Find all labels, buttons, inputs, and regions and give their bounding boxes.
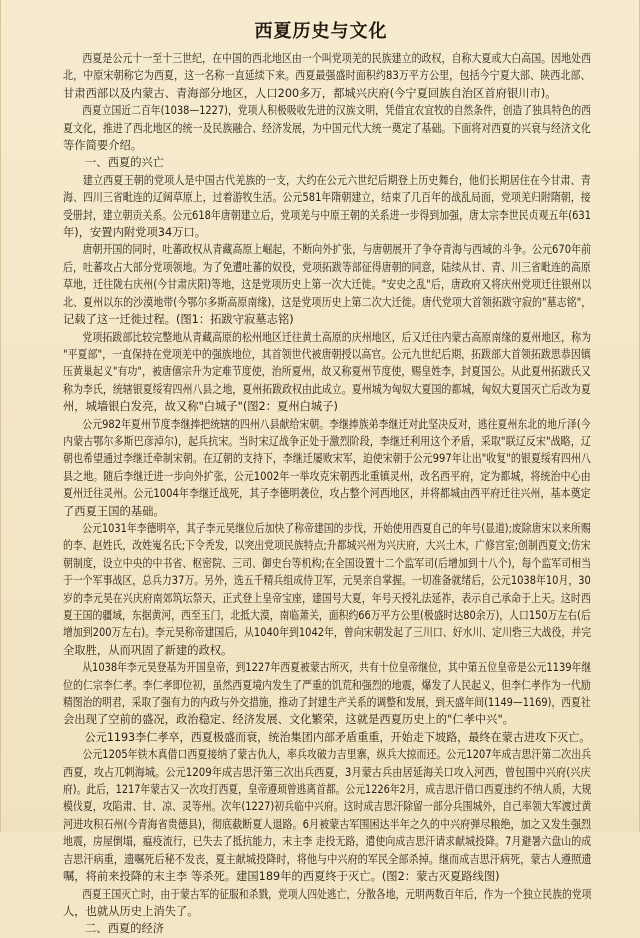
paragraph [63,886,591,921]
paragraph-line: 夏文化，推进了西北地区的统一及民族融合、经济发展，为中国元代大统一奠定了基础。下面将对西夏的兴衰与经济文化 [63,121,591,135]
paragraph-line: 位的仁宗李仁孝。李仁孝即位初，虽然西夏境内发生了严重的饥荒和强烈的地震，爆发了人民起义，但李仁孝作为一代励 [63,678,591,692]
paragraph-line: 海、四川三省毗连的辽阔草原上，过着游牧生活。公元581年隋朝建立，结束了几百年的战乱局面，党项羌归附隋朝，接 [63,191,591,205]
paragraph-line: 后，吐蕃攻占大部分党项领地。为了免遭吐蕃的奴役，党项拓跋等部征得唐朝的同意，陆续从甘、青、川三省毗连的高原 [63,260,591,274]
section-heading: 二、西夏的经济 [85,922,165,936]
paragraph-line: 增加到200万左右)。李元昊称帝建国后，从1040年到1042年，曾向宋朝发起了三川口、好水川、定川砦三大战役，并完 [63,626,591,640]
paragraph-line: 记载了这一迁徙过程。(图1：拓跋守寂墓志铭) [63,313,294,327]
paragraph [63,746,591,885]
paragraph [63,102,591,154]
paragraph-line: 人，也就从历史上消失了。 [63,904,199,918]
section-heading: 一、西夏的兴亡 [85,156,165,170]
paragraph-line: 北，中原宋朝称它为西夏，这一名称一直延续下来。西夏最强盛时面积约83万平方公里，包括今宁夏大部、陕西北部、 [63,69,591,83]
paragraph-line: 吉思汗病重，遗嘱死后秘不发丧，夏主献城投降时，将他与中兴府的军民全部杀掉。继而成吉思汗病死，蒙古人遵照遗 [63,852,591,866]
paragraph-line: 朝也希望通过李继迁牵制宋朝。在辽朝的支持下，李继迁屡败宋军，迫使宋朝于公元997年让出"收复"的银夏绥宥四州八 [63,452,591,466]
paragraph [63,520,591,659]
paragraph-line: 西夏是公元十一至十三世纪，在中国的西北地区由一个叫党项羌的民族建立的政权，自称大夏或大白高国。因地处西 [82,52,591,65]
paragraph-line: 岁的李元昊在兴庆府南郊筑坛祭天，正式登上皇帝宝座，建国号大夏，年号天授礼法延祚，表示自己承命于上天。这时西 [63,591,591,605]
paragraph-line: 公元1205年铁木真借口西夏接纳了蒙古仇人，率兵攻破力吉里寨，纵兵大掠而还。公元1207年成吉思汗第二次出兵 [82,748,591,762]
paragraph [63,50,591,102]
paragraph-line: 北、夏州以东的沙漠地带(今鄂尔多斯高原南缘)，这是党项历史上第二次大迁徙。唐代党项大首领拓跋守寂的"墓志铭"， [63,295,591,309]
paragraph-line: "平夏部"，一直保持在党项羌中的强族地位，其首领世代被唐朝授以高官。公元九世纪后期，拓跋部大首领拓跋思恭因镇 [63,347,591,361]
paragraph-line: 内蒙古鄂尔多斯巴彦淖尔)，起兵抗宋。当时宋辽战争正处于激烈阶段，李继迁利用这个矛盾，采取"联辽反宋"战略，辽 [63,434,591,448]
paragraph-line: 的李、赵姓氏，改姓嵬名氏;下令秃发，以突出党项民族特点;升都城兴州为兴庆府，大兴土木，广修宫室;创制西夏文;仿宋 [63,539,591,553]
paragraph-line: 党项拓跋部比较完整地从青藏高原的松州地区迁往黄土高原的庆州地区，后又迁往内蒙古高原南缘的夏州地区，称为 [82,330,591,344]
paragraph-line: 等作简要介绍。 [63,139,143,153]
paragraph-line: 称为李氏，统辖银夏绥宥四州八县之地，夏州拓跋政权由此成立。夏州城为匈奴大夏国的都城，匈奴大夏国灭亡后改为夏 [63,382,591,396]
paragraph-line: 公元1031年李德明卒，其子李元昊继位后加快了称帝建国的步伐，开始使用西夏自己的年号(显道);废除唐宋以来所赐 [82,521,591,535]
paragraph-line: 夏州迁往灵州。公元1004年李继迁战死，其子李德明袭位，攻占整个河西地区，并将都城由西平府迁往兴州，基本奠定 [63,487,591,501]
paragraph [63,241,591,328]
paragraph-line: 县之地。随后李继迁进一步向外扩张，公元1002年一举攻克宋朝西北重镇灵州，改名西平府，定为都城，将统治中心由 [63,469,591,483]
paragraph-line: 于一个军事战区，总兵力37万。另外，选五千精兵组成侍卫军，元昊亲自掌握。一切准备就绪后，公元1038年10月，30 [63,574,591,588]
paragraph-line: 公元1193李仁孝卒，西夏极盛而衰，统治集团内部矛盾重重，开始走下坡路，最终在蒙古进攻下灭亡。 [84,730,591,744]
paragraph-line: 年)，安置内附党项34万口。 [63,226,207,240]
paragraph [63,329,591,416]
paragraph [63,172,591,242]
paragraph-line: 全取胜，从而巩固了新建的政权。 [63,643,233,657]
paragraph-line: 了西夏王国的基础。 [63,504,165,518]
page-title: 西夏历史与文化 [254,21,388,42]
paragraph-line: 受册封，建立朝贡关系。公元618年唐朝建立后，党项羌与中原王朝的关系进一步得到加强，唐太宗李世民贞观五年(631 [63,208,591,222]
paragraph-line: 模伐夏，攻陷肃、甘、凉、灵等州。次年(1227)初兵临中兴府。这时成吉思汗除留一部分兵围城外，自己率领大军渡过黄 [63,800,591,814]
paragraph-line: 河进攻积石州(今青海省贵德县)，彻底截断夏人退路。6月被蒙古军围困达半年之久的中兴府弹尽粮绝，加之又发生强烈 [63,817,591,831]
paragraph-line: 朝制度，设立中央的中书省、枢密院、三司、御史台等机构;在全国设置十二个监军司(后增加到十八个)，每个监军司相当 [63,556,591,570]
paragraph-line: 地震，房屋倒塌，瘟疫流行，已失去了抵抗能力，末主李 走投无路，遣使向成吉思汗请求献城投降。7月避暑六盘山的成 [63,835,591,849]
paragraph-line: 州，城墙银白发亮，故又称"白城子"(图2：夏州白城子) [63,400,338,414]
paragraph-line: 嘱，将前来投降的末主李 等杀死。建国189年的西夏终于灭亡。(图2：蒙古灭夏路线图) [63,870,500,884]
paragraph-line: 西夏王国灭亡时，由于蒙古军的征服和杀戮，党项人四处逃亡，分散各地，元明两数百年后，作为一个独立民族的党项 [82,887,591,901]
paragraph-line: 从1038年李元昊登基为开国皇帝，到1227年西夏被蒙古所灭，共有十位皇帝继位，其中第五位皇帝是公元1139年继 [82,661,591,675]
paragraph-line: 精图治的明君，采取了强有力的内政与外交措施，推动了封建生产关系的调整和发展，到天盛年间(1149—1169)，西夏社 [63,696,591,710]
paragraph [63,416,591,520]
paragraph-line: 压黄巢起义"有功"，被唐僖宗升为定难节度使，治所夏州，故又称夏州节度使，赐皇姓李，封夏国公。从此夏州拓跋氏又 [63,365,591,379]
paragraph-line: 公元982年夏州节度李继捧把统辖的四州八县献给宋朝。李继捧族弟李继迁对此坚决反对，逃往夏州东北的地斤泽(今 [82,417,591,431]
paragraph [63,659,591,729]
paragraph-line: 西夏，攻占兀剌海城。公元1209年成吉思汗第三次出兵西夏，3月蒙古兵由居延海关口攻入河西，曾包围中兴府(兴庆 [63,765,591,779]
paragraph-line: 西夏立国近二百年(1038—1227)，党项人积极吸收先进的汉族文明，凭借宜农宜牧的自然条件，创造了独具特色的西 [82,104,591,118]
paragraph-line: 甘肃西部以及内蒙古、青海部分地区，人口200多万，都城兴庆府(今宁夏回族自治区首府银川市)。 [63,86,557,100]
paragraph-line: 唐朝开国的同时，吐蕃政权从青藏高原上崛起，不断向外扩张，与唐朝展开了争夺青海与西域的斗争。公元670年前 [82,243,591,257]
paragraph [63,729,591,746]
paragraph-line: 会出现了空前的盛况，政治稳定、经济发展、文化繁荣，这就是西夏历史上的"仁孝中兴"。 [63,713,514,727]
article-body [63,50,591,938]
paragraph-line: 夏王国的疆域，东据黄河，西至玉门，北抵大漠，南临萧关，面积约66万平方公里(极盛时达80余万)，人口150万左右(后 [63,609,591,622]
paragraph-line: 建立西夏王朝的党项人是中国古代羌族的一支，大约在公元六世纪后期登上历史舞台，他们长期居住在今甘肃、青 [82,173,591,187]
paragraph-line: 草地，迁往陇右庆州(今甘肃庆阳)等地，这是党项历史上第一次大迁徙。"安史之乱"后，唐政府又将庆州党项迁往银州以 [63,278,591,292]
paragraph-line: 府)。此后，1217年蒙古又一次攻打西夏，皇帝遵顼曾逃离首都。公元1226年2月，成吉思汗借口西夏违约不纳人质，大规 [63,783,591,797]
